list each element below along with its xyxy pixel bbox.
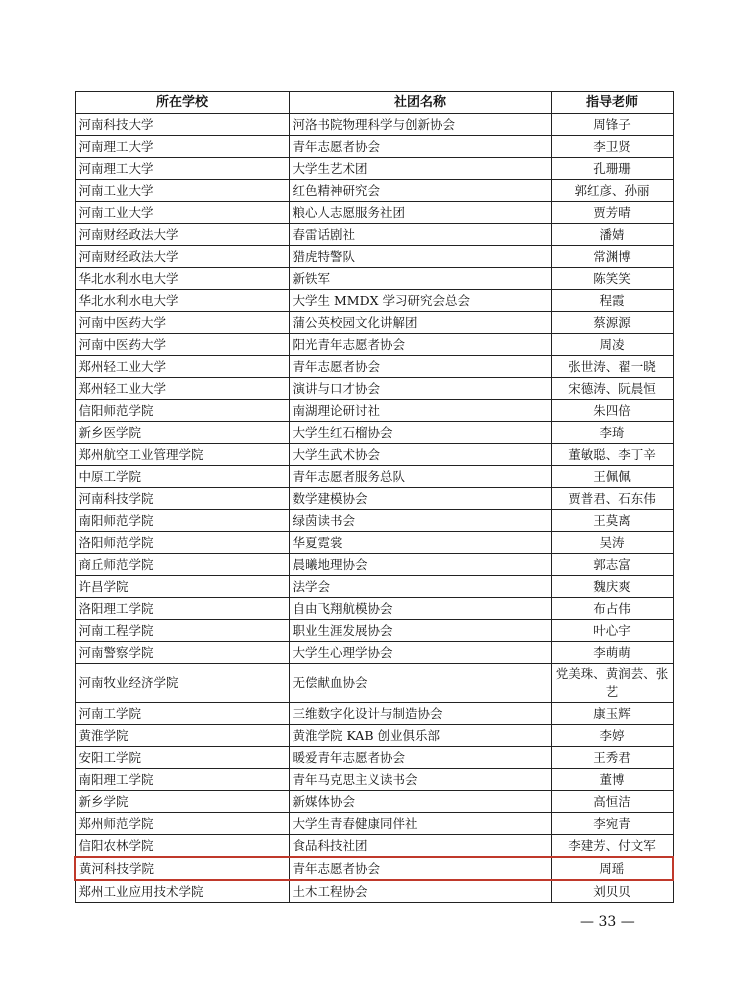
school-cell: 河南工业大学	[75, 180, 289, 202]
advisor-cell: 周瑶	[551, 857, 673, 880]
school-cell: 郑州轻工业大学	[75, 356, 289, 378]
advisor-cell: 程霞	[551, 290, 673, 312]
table-row	[75, 664, 673, 703]
table-row	[75, 576, 673, 598]
table-row	[75, 158, 673, 180]
school-cell: 南阳师范学院	[75, 510, 289, 532]
club-cell: 法学会	[289, 576, 551, 598]
advisor-cell: 李宛青	[551, 813, 673, 835]
table-row	[75, 769, 673, 791]
advisor-cell: 董敏聪、李丁辛	[551, 444, 673, 466]
table-row	[75, 813, 673, 835]
club-cell: 无偿献血协会	[289, 664, 551, 703]
advisor-cell: 贾芳晴	[551, 202, 673, 224]
school-cell: 华北水利水电大学	[75, 268, 289, 290]
table-row	[75, 136, 673, 158]
advisor-cell: 康玉辉	[551, 703, 673, 725]
advisor-cell: 张世涛、翟一晓	[551, 356, 673, 378]
club-cell: 大学生红石榴协会	[289, 422, 551, 444]
table-row	[75, 598, 673, 620]
table-row	[75, 703, 673, 725]
table-row	[75, 554, 673, 576]
advisor-cell: 高恒洁	[551, 791, 673, 813]
advisor-cell: 李婷	[551, 725, 673, 747]
advisor-cell: 周锋子	[551, 114, 673, 136]
header-school: 所在学校	[75, 92, 289, 114]
club-cell: 蒲公英校园文化讲解团	[289, 312, 551, 334]
school-cell: 华北水利水电大学	[75, 290, 289, 312]
school-cell: 河南中医药大学	[75, 334, 289, 356]
table-row	[75, 356, 673, 378]
advisor-cell: 潘婧	[551, 224, 673, 246]
advisor-cell: 布占伟	[551, 598, 673, 620]
school-cell: 河南财经政法大学	[75, 224, 289, 246]
table-row	[75, 246, 673, 268]
club-cell: 新媒体协会	[289, 791, 551, 813]
table-row	[75, 510, 673, 532]
advisor-cell: 吴涛	[551, 532, 673, 554]
advisor-cell: 魏庆爽	[551, 576, 673, 598]
club-cell: 青年志愿者协会	[289, 136, 551, 158]
school-cell: 郑州航空工业管理学院	[75, 444, 289, 466]
school-cell: 黄淮学院	[75, 725, 289, 747]
advisor-cell: 王佩佩	[551, 466, 673, 488]
club-cell: 青年志愿者服务总队	[289, 466, 551, 488]
table-header-row	[75, 92, 673, 114]
table-row	[75, 114, 673, 136]
club-cell: 春雷话剧社	[289, 224, 551, 246]
club-cell: 食品科技社团	[289, 835, 551, 858]
school-cell: 新乡医学院	[75, 422, 289, 444]
advisor-cell: 王莫离	[551, 510, 673, 532]
school-cell: 信阳农林学院	[75, 835, 289, 858]
header-advisor: 指导老师	[551, 92, 673, 114]
school-cell: 河南科技学院	[75, 488, 289, 510]
school-cell: 洛阳理工学院	[75, 598, 289, 620]
club-cell: 华夏霓裳	[289, 532, 551, 554]
school-cell: 许昌学院	[75, 576, 289, 598]
school-cell: 黄河科技学院	[75, 857, 289, 880]
school-cell: 南阳理工学院	[75, 769, 289, 791]
club-cell: 数学建模协会	[289, 488, 551, 510]
club-cell: 大学生艺术团	[289, 158, 551, 180]
advisor-cell: 叶心宇	[551, 620, 673, 642]
club-cell: 暖爱青年志愿者协会	[289, 747, 551, 769]
school-cell: 信阳师范学院	[75, 400, 289, 422]
club-cell: 晨曦地理协会	[289, 554, 551, 576]
association-table	[74, 91, 674, 903]
advisor-cell: 郭志富	[551, 554, 673, 576]
advisor-cell: 蔡源源	[551, 312, 673, 334]
school-cell: 河南工程学院	[75, 620, 289, 642]
advisor-cell: 李卫贤	[551, 136, 673, 158]
header-club: 社团名称	[289, 92, 551, 114]
advisor-cell: 周凌	[551, 334, 673, 356]
advisor-cell: 李萌萌	[551, 642, 673, 664]
table-row	[75, 268, 673, 290]
advisor-cell: 李琦	[551, 422, 673, 444]
table-row	[75, 488, 673, 510]
school-cell: 河南工业大学	[75, 202, 289, 224]
school-cell: 安阳工学院	[75, 747, 289, 769]
school-cell: 河南科技大学	[75, 114, 289, 136]
club-cell: 青年马克思主义读书会	[289, 769, 551, 791]
school-cell: 河南理工大学	[75, 158, 289, 180]
school-cell: 河南财经政法大学	[75, 246, 289, 268]
table-row	[75, 880, 673, 903]
school-cell: 河南牧业经济学院	[75, 664, 289, 703]
club-cell: 大学生 MMDX 学习研究会总会	[289, 290, 551, 312]
advisor-cell: 刘贝贝	[551, 880, 673, 903]
page-number: — 33 —	[580, 914, 635, 930]
club-cell: 职业生涯发展协会	[289, 620, 551, 642]
school-cell: 洛阳师范学院	[75, 532, 289, 554]
school-cell: 河南工学院	[75, 703, 289, 725]
club-cell: 大学生心理学协会	[289, 642, 551, 664]
club-cell: 南湖理论研讨社	[289, 400, 551, 422]
club-cell: 土木工程协会	[289, 880, 551, 903]
school-cell: 郑州师范学院	[75, 813, 289, 835]
table-row	[75, 835, 673, 858]
table-row	[75, 857, 673, 880]
table-row	[75, 312, 673, 334]
table-row	[75, 532, 673, 554]
advisor-cell: 董博	[551, 769, 673, 791]
school-cell: 河南警察学院	[75, 642, 289, 664]
table-row	[75, 378, 673, 400]
advisor-cell: 孔珊珊	[551, 158, 673, 180]
table-row	[75, 725, 673, 747]
table-row	[75, 444, 673, 466]
club-cell: 黄淮学院 KAB 创业俱乐部	[289, 725, 551, 747]
table-row	[75, 642, 673, 664]
table-row	[75, 202, 673, 224]
school-cell: 中原工学院	[75, 466, 289, 488]
school-cell: 河南中医药大学	[75, 312, 289, 334]
table-row	[75, 422, 673, 444]
table-row	[75, 180, 673, 202]
table-row	[75, 747, 673, 769]
table-row	[75, 466, 673, 488]
school-cell: 郑州工业应用技术学院	[75, 880, 289, 903]
table-row	[75, 620, 673, 642]
advisor-cell: 贾普君、石东伟	[551, 488, 673, 510]
club-cell: 河洛书院物理科学与创新协会	[289, 114, 551, 136]
club-cell: 青年志愿者协会	[289, 356, 551, 378]
school-cell: 新乡学院	[75, 791, 289, 813]
club-cell: 粮心人志愿服务社团	[289, 202, 551, 224]
table-row	[75, 400, 673, 422]
club-cell: 青年志愿者协会	[289, 857, 551, 880]
club-cell: 演讲与口才协会	[289, 378, 551, 400]
club-cell: 三维数字化设计与制造协会	[289, 703, 551, 725]
club-cell: 大学生武术协会	[289, 444, 551, 466]
advisor-cell: 党美珠、黄润芸、张艺	[551, 664, 673, 703]
club-cell: 绿茵读书会	[289, 510, 551, 532]
advisor-cell: 常渊博	[551, 246, 673, 268]
advisor-cell: 李建芳、付文军	[551, 835, 673, 858]
school-cell: 郑州轻工业大学	[75, 378, 289, 400]
school-cell: 商丘师范学院	[75, 554, 289, 576]
club-cell: 阳光青年志愿者协会	[289, 334, 551, 356]
advisor-cell: 郭红彦、孙丽	[551, 180, 673, 202]
advisor-cell: 王秀君	[551, 747, 673, 769]
club-cell: 大学生青春健康同伴社	[289, 813, 551, 835]
advisor-cell: 陈笑笑	[551, 268, 673, 290]
table-row	[75, 224, 673, 246]
table-row	[75, 290, 673, 312]
club-cell: 猎虎特警队	[289, 246, 551, 268]
table-row	[75, 334, 673, 356]
club-cell: 新铁军	[289, 268, 551, 290]
advisor-cell: 朱四倍	[551, 400, 673, 422]
club-cell: 红色精神研究会	[289, 180, 551, 202]
advisor-cell: 宋德涛、阮晨恒	[551, 378, 673, 400]
table-row	[75, 791, 673, 813]
club-cell: 自由飞翔航模协会	[289, 598, 551, 620]
school-cell: 河南理工大学	[75, 136, 289, 158]
